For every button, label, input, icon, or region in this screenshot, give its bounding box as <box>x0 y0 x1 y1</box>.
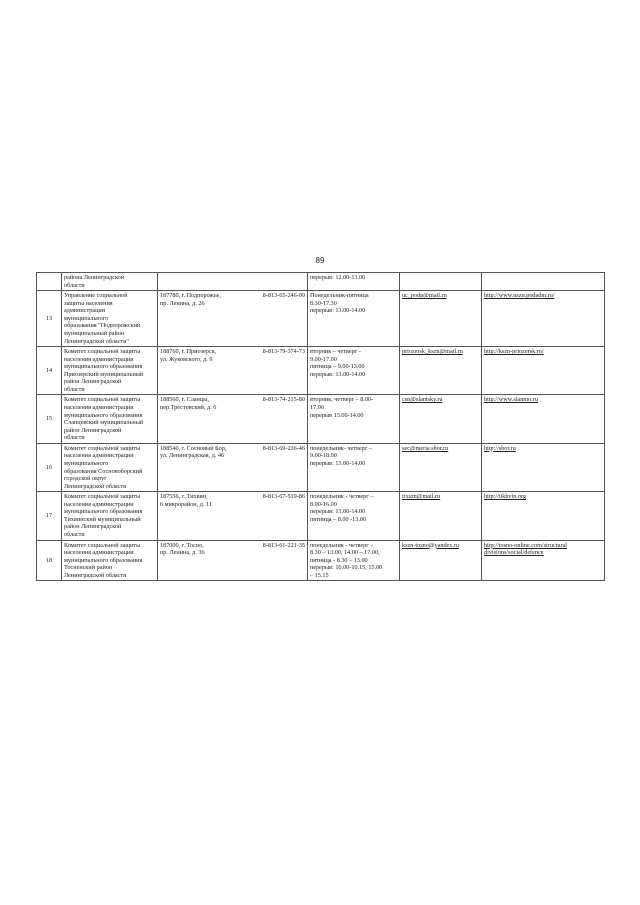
row-number: 18 <box>37 540 62 581</box>
website-link[interactable]: http://tosno-online.com/structural divisions/social/defence <box>484 541 568 557</box>
table-row <box>37 395 605 443</box>
table-row <box>37 291 605 347</box>
organization-cell <box>62 291 158 347</box>
phone: 8-813-61-221-35 <box>262 541 305 549</box>
email-cell <box>400 273 482 291</box>
working-hours: перерыв: 12.00-13.00 <box>310 274 366 281</box>
website-link[interactable]: http://sbor.ru <box>484 444 516 452</box>
table-row <box>37 492 605 540</box>
organization-name: Комитет социальной защиты населения администрации муниципального образования Сосновоборский городской округ Ленинградской области <box>64 444 143 490</box>
address: 188760, г. Приозерск, ул. Жуковского, д. 9 <box>160 348 217 363</box>
working-hours: вторник – четверг - 9.00-17.00 пятница – 9.00-13.00 перерыв: 13.00-14.00 <box>310 348 366 378</box>
organization-cell <box>62 347 158 395</box>
phone: 8-813-69-236-46 <box>262 444 305 452</box>
address: 187000, г. Тосно, пр. Ленина, д. 36 <box>160 541 205 557</box>
organization-cell <box>62 443 158 491</box>
table-row <box>37 273 605 291</box>
email-cell <box>400 291 482 347</box>
site-cell <box>482 273 605 291</box>
hours-cell <box>308 443 400 491</box>
hours-cell <box>308 395 400 443</box>
organization-cell <box>62 540 158 581</box>
address-cell <box>158 540 308 581</box>
working-hours: Понедельник-пятница 8.30-17.30 перерыв: 13.00-14.00 <box>310 292 369 315</box>
email-cell <box>400 395 482 443</box>
hours-cell <box>308 492 400 540</box>
email-cell <box>400 443 482 491</box>
organization-name: Комитет социальной защиты населения администрации муниципального образования Тосненский район Ленинградской области <box>64 541 143 579</box>
organization-cell <box>62 492 158 540</box>
hours-cell <box>308 347 400 395</box>
organization-cell <box>62 395 158 443</box>
address-cell <box>158 443 308 491</box>
row-number: 14 <box>37 347 62 395</box>
site-cell <box>482 443 605 491</box>
row-number <box>37 273 62 291</box>
row-number: 16 <box>37 443 62 491</box>
email-cell <box>400 492 482 540</box>
table-row <box>37 540 605 581</box>
phone: 8-813-79-374-73 <box>262 348 305 356</box>
organization-name: Комитет социальной защиты населения администрации муниципального образования Тихвинский муниципальный район Ленинградской области <box>64 493 143 538</box>
website-link[interactable]: http://www.slanmo.ru <box>484 396 538 404</box>
address: 188560, г. Сланцы, пер.Трестовский, д. 6 <box>160 396 217 411</box>
website-link[interactable]: http://tikhvin.org <box>484 493 526 501</box>
address-cell <box>158 291 308 347</box>
page-number: 89 <box>315 256 325 265</box>
email-link[interactable]: uc_podp@mail.ru <box>402 292 447 300</box>
site-cell <box>482 395 605 443</box>
email-link[interactable]: sec@meria.sbor.ru <box>402 444 449 452</box>
website-link[interactable]: http://kszn-priozersk.ru/ <box>484 348 544 356</box>
organization-name: Комитет социальной защиты населения администрации муниципального образования Сланцевский муниципальный район Ленинградской области <box>64 396 144 442</box>
organization-name: Управление социальной защиты населения администрации муниципального образования "Подпорожский муниципальный район Ленинградской области" <box>64 292 141 345</box>
table-row <box>37 347 605 395</box>
website-link[interactable]: http://www.uszn.podadm.ru/ <box>484 292 555 300</box>
site-cell <box>482 492 605 540</box>
social-protection-table <box>36 272 605 581</box>
email-cell <box>400 347 482 395</box>
hours-cell <box>308 540 400 581</box>
email-link[interactable]: tixszn@mail.ru <box>402 493 441 501</box>
table-body <box>37 273 605 581</box>
organization-name: Комитет социальной защиты населения администрации муниципального образования Приозерский муниципальный район Ленинградской области <box>64 348 144 393</box>
email-cell <box>400 540 482 581</box>
working-hours: понедельник - четверг – 8.30 – 13.00, 14.00 – 17.00, пятница - 8.30 – 13.00 перерыв: 10.00-10.15, 15.00 – 15.15 <box>310 541 383 579</box>
address: 187780, г. Подпорожье, пр. Ленина, д. 26 <box>160 292 221 307</box>
email-link[interactable]: priozersk_kszn@mail.ru <box>402 348 463 356</box>
organization-cell <box>62 273 158 291</box>
row-number: 17 <box>37 492 62 540</box>
working-hours: вторник, четверг – 8.00- 17.00 перерыв 13.00-14.00 <box>310 396 374 419</box>
address: 187556, г. Тихвин, 6 микрорайон, д. 11 <box>160 493 212 508</box>
hours-cell <box>308 291 400 347</box>
address-cell <box>158 395 308 443</box>
phone: 8-813-67-519-86 <box>262 493 305 501</box>
address: 188540, г. Сосновый Бор, ул. Ленинградская, д. 46 <box>160 444 227 460</box>
email-link[interactable]: kszn-tosno@yandex.ru <box>402 541 460 549</box>
address-cell <box>158 347 308 395</box>
email-link[interactable]: csn@slantsky.ru <box>402 396 443 404</box>
site-cell <box>482 347 605 395</box>
row-number: 15 <box>37 395 62 443</box>
working-hours: понедельник - четверг – 8.00-16.00 перерыв: 13.00-14.00 пятница – 8.00 -13.00 <box>310 493 374 523</box>
row-number: 13 <box>37 291 62 347</box>
table-row <box>37 443 605 491</box>
address-cell <box>158 273 308 291</box>
working-hours: понедельник- четверг – 9.00-18.00 перерыв: 13.00-14.00 <box>310 444 372 467</box>
site-cell <box>482 540 605 581</box>
organization-name: района Ленинградской области <box>64 274 125 289</box>
phone: 8-813-65-246-09 <box>262 292 305 300</box>
phone: 8-813-74-215-80 <box>262 396 305 404</box>
hours-cell <box>308 273 400 291</box>
address-cell <box>158 492 308 540</box>
site-cell <box>482 291 605 347</box>
